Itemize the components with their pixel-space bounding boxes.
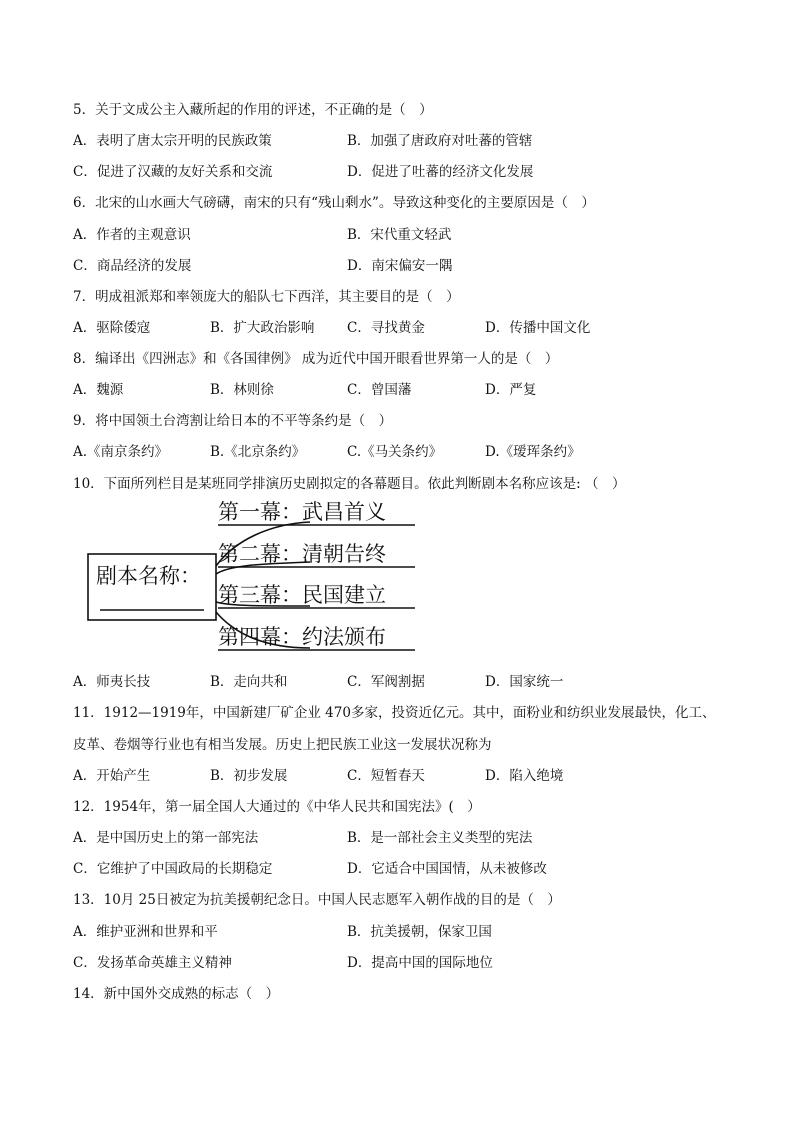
question-10-option-c[interactable]: C．军阀割据 [347,674,425,690]
act-1-label: 第一幕：武昌首义 [218,500,386,524]
question-7-option-b[interactable]: B．扩大政治影响 [210,320,315,336]
question-9-stem: 9．将中国领土台湾割让给日本的不平等条约是（ ） [73,413,393,429]
act-4-label: 第四幕：约法颁布 [218,625,386,649]
question-8-stem: 8．编译出《四洲志》和《各国律例》 成为近代中国开眼看世界第一人的是（ ） [73,351,559,367]
question-11-option-d[interactable]: D．陷入绝境 [485,768,564,784]
question-7-option-a[interactable]: A．驱除倭寇 [73,320,151,336]
question-6-option-a[interactable]: A．作者的主观意识 [73,227,191,243]
question-9-option-a[interactable]: A.《南京条约》 [73,444,169,460]
question-11-option-c[interactable]: C．短暂春天 [347,768,425,784]
question-11-stem: 11．1912—1919年，中国新建厂矿企业 470多家，投资近亿元。其中，面粉业和纺织业发展最快，化工、 [73,705,716,721]
question-10-option-a[interactable]: A．师夷长技 [73,674,151,690]
question-13-option-a[interactable]: A．维护亚洲和世界和平 [73,924,218,940]
question-5-option-c[interactable]: C．促进了汉藏的友好关系和交流 [73,164,273,180]
play-title-diagram [80,500,420,660]
question-8-option-c[interactable]: C．曾国藩 [347,382,412,398]
question-7-option-d[interactable]: D．传播中国文化 [485,320,591,336]
question-12-option-c[interactable]: C．它维护了中国政局的长期稳定 [73,861,273,877]
question-13-option-c[interactable]: C．发扬革命英雄主义精神 [73,955,232,971]
question-10-stem: 10．下面所列栏目是某班同学排演历史剧拟定的各幕题目。依此判断剧本名称应该是: （ ） [73,476,626,492]
question-6-stem: 6．北宋的山水画大气磅礴，南宋的只有“残山剩水”。导致这种变化的主要原因是（ ） [73,195,595,211]
question-5-option-b[interactable]: B．加强了唐政府对吐蕃的管辖 [347,133,533,149]
question-10-option-b[interactable]: B．走向共和 [210,674,288,690]
question-12-option-d[interactable]: D．它适合中国国情，从未被修改 [347,861,547,877]
act-2-label: 第二幕：清朝告终 [218,542,386,566]
question-6-option-c[interactable]: C．商品经济的发展 [73,258,192,274]
question-13-stem: 13．10月 25日被定为抗美援朝纪念日。中国人民志愿军入朝作战的目的是（ ） [73,892,561,908]
question-13-option-b[interactable]: B．抗美援朝，保家卫国 [347,924,492,940]
question-10-option-d[interactable]: D．国家统一 [485,674,564,690]
question-5-option-d[interactable]: D．促进了吐蕃的经济文化发展 [347,164,534,180]
question-5-stem: 5．关于文成公主入藏所起的作用的评述，不正确的是（ ） [73,102,433,118]
question-7-option-c[interactable]: C．寻找黄金 [347,320,425,336]
question-12-option-a[interactable]: A．是中国历史上的第一部宪法 [73,830,259,846]
question-9-option-c[interactable]: C.《马关条约》 [347,444,443,460]
question-13-option-d[interactable]: D．提高中国的国际地位 [347,955,493,971]
play-title-box-label: 剧本名称： [96,564,201,588]
question-9-option-b[interactable]: B.《北京条约》 [210,444,306,460]
question-8-option-d[interactable]: D．严复 [485,382,537,398]
question-8-option-a[interactable]: A．魏源 [73,382,124,398]
question-14-stem: 14．新中国外交成熟的标志（ ） [73,986,280,1002]
question-12-option-b[interactable]: B．是一部社会主义类型的宪法 [347,830,533,846]
question-9-option-d[interactable]: D.《瑷珲条约》 [485,444,581,460]
act-3-label: 第三幕：民国建立 [218,583,386,607]
question-11-option-b[interactable]: B．初步发展 [210,768,288,784]
question-6-option-d[interactable]: D．南宋偏安一隅 [347,258,453,274]
question-8-option-b[interactable]: B．林则徐 [210,382,274,398]
question-6-option-b[interactable]: B．宋代重文轻武 [347,227,452,243]
question-12-stem: 12．1954年，第一届全国人大通过的《中华人民共和国宪法》( ） [73,799,481,815]
question-11-stem-continued: 皮革、卷烟等行业也有相当发展。历史上把民族工业这一发展状况称为 [73,737,492,753]
question-7-stem: 7．明成祖派郑和率领庞大的船队七下西洋，其主要目的是（ ） [73,289,460,305]
question-11-option-a[interactable]: A．开始产生 [73,768,151,784]
question-5-option-a[interactable]: A．表明了唐太宗开明的民族政策 [73,133,272,149]
